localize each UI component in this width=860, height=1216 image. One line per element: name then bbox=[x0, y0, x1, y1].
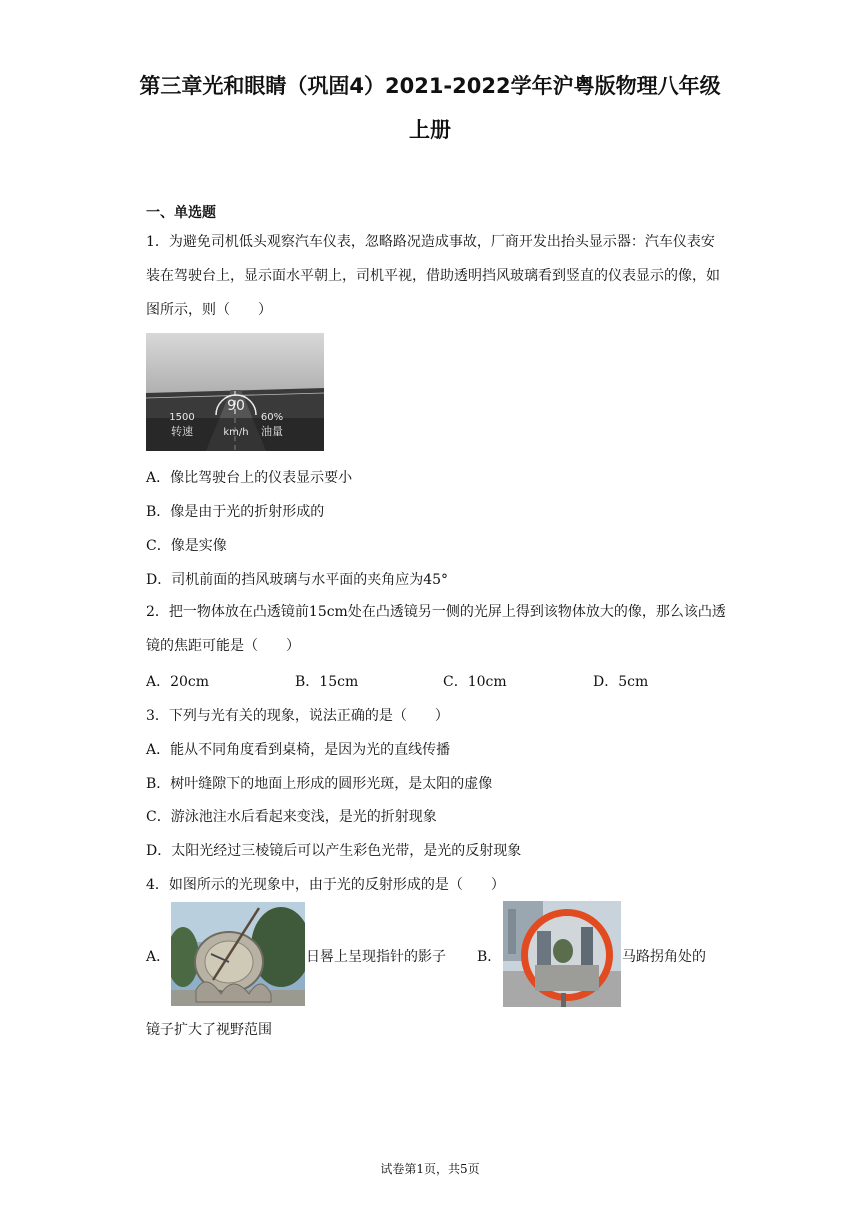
section-heading: 一、单选题 bbox=[146, 205, 216, 221]
hud-rpm: 1500 bbox=[169, 412, 195, 423]
q3-option-c: C．游泳池注水后看起来变浅，是光的折射现象 bbox=[146, 809, 437, 825]
page-footer: 试卷第1页，共5页 bbox=[380, 1162, 480, 1176]
q3-stem: 3．下列与光有关的现象，说法正确的是（ ） bbox=[146, 708, 449, 724]
title-line-1: 第三章光和眼睛（巩固4）2021-2022学年沪粤版物理八年级 bbox=[139, 74, 721, 98]
q3-option-b: B．树叶缝隙下的地面上形成的圆形光斑，是太阳的虚像 bbox=[146, 776, 493, 792]
hud-figure bbox=[146, 333, 324, 451]
q1-option-c: C．像是实像 bbox=[146, 538, 227, 554]
q3-option-a: A．能从不同角度看到桌椅，是因为光的直线传播 bbox=[146, 742, 451, 758]
q4-option-b-text: 马路拐角处的 bbox=[622, 949, 706, 965]
q3-option-d: D．太阳光经过三棱镜后可以产生彩色光带，是光的反射现象 bbox=[146, 843, 522, 859]
q4-stem: 4．如图所示的光现象中，由于光的反射形成的是（ ） bbox=[146, 877, 505, 893]
q1-option-d: D．司机前面的挡风玻璃与水平面的夹角应为45° bbox=[146, 572, 449, 588]
hud-unit: km/h bbox=[223, 427, 249, 438]
q2-option-b: B．15cm bbox=[295, 674, 359, 690]
q1-option-b: B．像是由于光的折射形成的 bbox=[146, 504, 325, 520]
convex-mirror-figure bbox=[503, 901, 621, 1007]
q4-option-a-label: A． bbox=[146, 949, 171, 965]
q4-option-b-label: B． bbox=[477, 949, 502, 965]
q1-option-a: A．像比驾驶台上的仪表显示要小 bbox=[146, 470, 353, 486]
title-line-2: 上册 bbox=[409, 118, 451, 142]
page-title bbox=[90, 64, 770, 152]
hud-speed: 90 bbox=[227, 398, 245, 414]
q2-option-d: D．5cm bbox=[593, 674, 649, 690]
q4-option-a-text: 日晷上呈现指针的影子 bbox=[306, 949, 446, 965]
q4-option-b-text-cont: 镜子扩大了视野范围 bbox=[146, 1022, 272, 1038]
q1-stem: 1．为避免司机低头观察汽车仪表，忽略路况造成事故，厂商开发出抬头显示器：汽车仪表安装在驾驶台上，显示面水平朝上，司机平视，借助透明挡风玻璃看到竖直的仪表显示的像，如图所示，则（ ） bbox=[146, 234, 720, 318]
sundial-figure bbox=[171, 902, 305, 1006]
q2-stem: 2．把一物体放在凸透镜前15cm处在凸透镜另一侧的光屏上得到该物体放大的像，那么该凸透镜的焦距可能是（ ） bbox=[146, 604, 726, 654]
hud-rpm-label: 转速 bbox=[171, 425, 193, 438]
q2-option-c: C．10cm bbox=[443, 674, 507, 690]
q2-option-a: A．20cm bbox=[146, 674, 210, 690]
hud-fuel-label: 油量 bbox=[261, 425, 283, 438]
hud-fuel: 60% bbox=[260, 412, 284, 423]
